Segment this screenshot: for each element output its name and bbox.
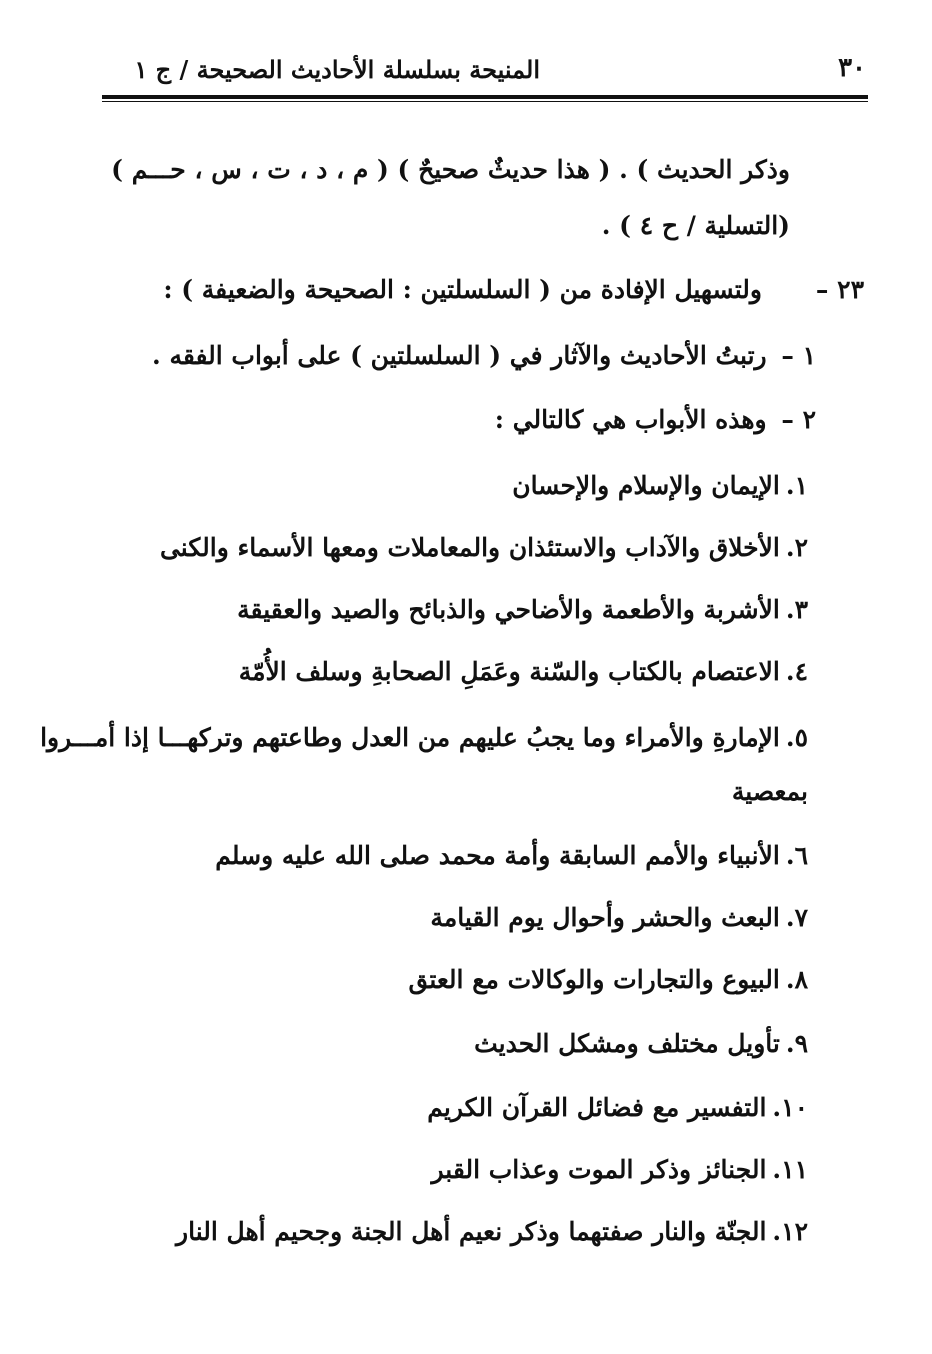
chapter-number: ٢. [785,533,808,562]
point-number: ٢ – [781,405,816,434]
chapter-number: ١. [785,471,808,500]
header-rule-thick [102,95,868,99]
chapter-item [239,654,808,690]
chapter-title: الأخلاق والآداب والاستئذان والمعاملات ومعها الأسماء والكنى [159,533,780,562]
section-point-2 [495,402,816,438]
running-header-title: المنيحة بسلسلة الأحاديث الصحيحة / ج ١ [134,55,540,84]
chapter-number: ٦. [785,841,808,870]
section-heading: ولتسهيل الإفادة من ( السلسلتين : الصحيحة والضعيفة ) : [163,275,762,304]
chapter-title: الجنائز وذكر الموت وعذاب القبر [431,1155,767,1184]
chapter-item-continuation: بمعصية [731,777,808,806]
chapter-item [408,962,808,998]
chapter-item [431,1152,808,1188]
chapter-title: البيوع والتجارات والوكالات مع العتق [408,965,780,994]
chapter-item [176,1214,808,1250]
chapter-title: تأويل مختلف ومشكل الحديث [474,1029,780,1058]
point-number: ١ – [781,341,816,370]
chapter-number: ١٢. [772,1217,808,1246]
chapter-number: ٩. [785,1029,808,1058]
header-rule-thin [102,101,868,102]
chapter-item [427,1090,808,1126]
chapter-item [512,468,808,504]
chapter-item [215,838,808,874]
chapter-title: البعث والحشر وأحوال يوم القيامة [430,903,780,932]
intro-line-1: وذكر الحديث ) . ( هذا حديثٌ صحيحٌ ) ( م ، د ، ت ، س ، حـــم ) [111,155,790,184]
chapter-item [430,900,808,936]
chapter-title: التفسير مع فضائل القرآن الكريم [427,1093,767,1122]
page-number: ٣٠ [838,53,866,83]
chapter-title: الأنبياء والأمم السابقة وأمة محمد صلى الله عليه وسلم [215,841,780,870]
chapter-number: ٣. [785,595,808,624]
section-number: ٢٣ – [815,275,864,304]
chapter-number: ٧. [785,903,808,932]
section-point-1 [152,338,816,374]
chapter-title: الأشربة والأطعمة والأضاحي والذبائح والصيد والعقيقة [237,595,780,624]
point-text: وهذه الأبواب هي كالتالي : [494,405,767,434]
chapter-title: الاعتصام بالكتاب والسّنة وعَمَلِ الصحابةِ وسلف الأُمّة [238,657,780,686]
chapter-title: الإيمان والإسلام والإحسان [512,471,780,500]
chapter-title: الجنّة والنار صفتهما وذكر نعيم أهل الجنة وجحيم أهل النار [176,1217,767,1246]
chapter-item [40,720,808,756]
chapter-number: ٨. [785,965,808,994]
chapter-title: الإمارةِ والأمراء وما يجبُ عليهم من العدل وطاعتهم وتركهـــا إذا أمـــروا [40,723,780,752]
chapter-number: ١١. [772,1155,808,1184]
chapter-number: ٤. [785,657,808,686]
chapter-item [237,592,808,628]
point-text: رتبتُ الأحاديث والآثار في ( السلسلتين ) على أبواب الفقه . [152,341,767,370]
intro-line-2: (التسلية / ح ٤ ) . [601,211,790,240]
chapter-item [160,530,808,566]
chapter-item [474,1026,808,1062]
chapter-number: ١٠. [772,1093,808,1122]
chapter-number: ٥. [785,723,808,752]
